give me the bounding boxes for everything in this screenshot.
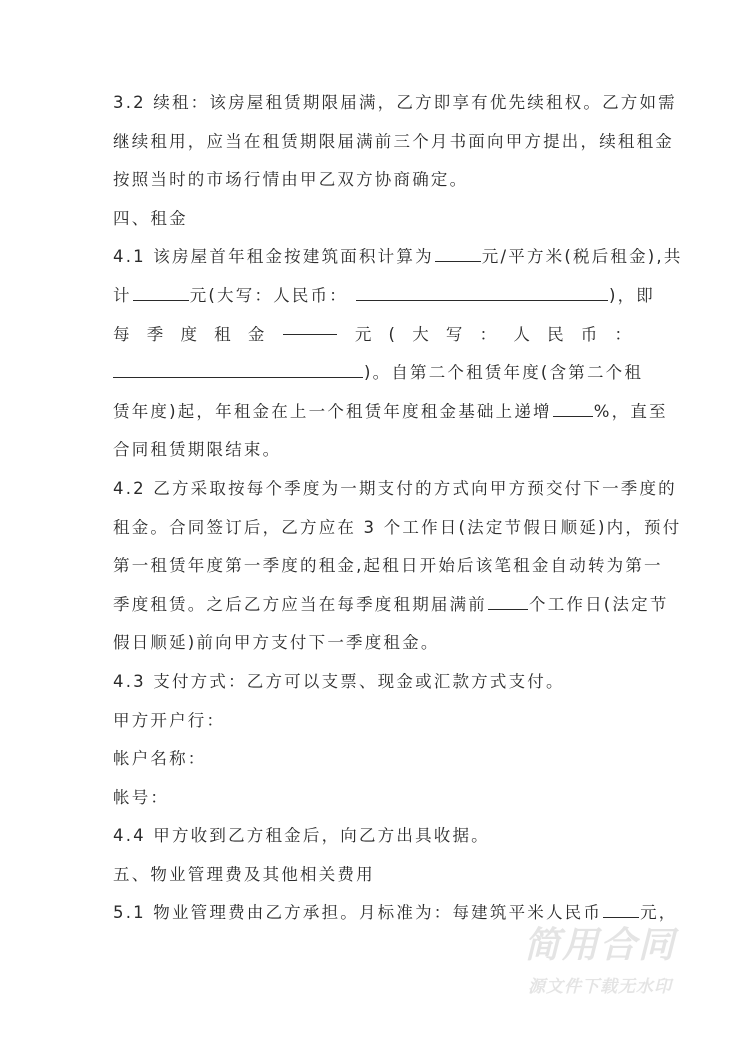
- text: 5.1 物业管理费由乙方承担。月标准为：每建筑平米人民币: [113, 903, 603, 923]
- paragraph-4-2-line-3: 第一租赁年度第一季度的租金,起租日开始后该笔租金自动转为第一: [113, 556, 663, 576]
- fill-blank-increase-percent[interactable]: [553, 399, 593, 417]
- account-name-label: 帐户名称：: [113, 749, 207, 769]
- char: (: [388, 324, 395, 344]
- paragraph-5-1-line-1: [113, 894, 678, 933]
- paragraph-4-4: 4.4 甲方收到乙方租金后，向乙方出具收据。: [113, 826, 490, 846]
- fill-blank-property-fee[interactable]: [603, 901, 639, 919]
- char: 人: [513, 324, 530, 344]
- paragraph-4-1-line-6: 合同租赁期限结束。: [113, 440, 282, 460]
- paragraph-4-3: 4.3 支付方式：乙方可以支票、现金或汇款方式支付。: [113, 671, 565, 691]
- paragraph-4-1-line-2: [113, 277, 655, 316]
- text: 计: [113, 285, 132, 305]
- char: 民: [547, 324, 564, 344]
- char: 写: [445, 324, 463, 344]
- text: 个工作日(法定节: [529, 594, 669, 614]
- watermark-brand: 简用合同: [523, 925, 676, 966]
- paragraph-4-1-line-1: [113, 238, 683, 277]
- char: 元: [354, 324, 372, 344]
- char: 季: [146, 324, 164, 344]
- char: 租: [214, 324, 231, 344]
- char: ：: [479, 324, 497, 344]
- watermark-caption: 源文件下载无水印: [528, 977, 672, 997]
- text: 季度租赁。之后乙方应当在每季度租期届满前: [113, 594, 487, 614]
- text: )。自第二个租赁年度(含第二个租: [364, 363, 644, 383]
- char: 度: [180, 324, 197, 344]
- paragraph-3-2-line-3: 按照当时的市场行情由甲乙双方协商确定。: [113, 170, 469, 190]
- text: %，直至: [593, 401, 668, 421]
- text: 元(大写：人民币：: [189, 285, 348, 305]
- paragraph-4-2-line-4: [113, 586, 669, 625]
- fill-blank-quarterly-rent[interactable]: [283, 316, 337, 335]
- paragraph-4-1-line-3: [113, 316, 631, 355]
- paragraph-3-2-line-2: 继续租用，应当在租赁期限届满前三个月书面向甲方提出，续租租金: [113, 131, 674, 151]
- paragraph-4-1-line-5: [113, 393, 668, 432]
- text: 赁年度)起，年租金在上一个租赁年度租金基础上递增: [113, 401, 552, 421]
- paragraph-4-2-line-1: 4.2 乙方采取按每个季度为一期支付的方式向甲方预交付下一季度的: [113, 478, 677, 498]
- bank-name-label: 甲方开户行：: [113, 710, 226, 730]
- text: 元/平方米(税后租金),共: [481, 247, 683, 267]
- char: 币: [580, 324, 598, 344]
- paragraph-3-2-line-1: 3.2 续租：该房屋租赁期限届满，乙方即享有优先续租权。乙方如需: [113, 93, 677, 112]
- paragraph-4-1-line-4: [113, 354, 644, 393]
- char: 金: [247, 324, 265, 344]
- section-heading-rent: 四、租金: [113, 208, 188, 228]
- paragraph-4-2-line-2: 租金。合同签订后，乙方应在 3 个工作日(法定节假日顺延)内，预付: [113, 517, 682, 537]
- char: ：: [614, 324, 631, 344]
- text: )，即: [608, 285, 655, 305]
- text: 元，: [640, 903, 678, 923]
- document-body: [113, 84, 683, 933]
- fill-blank-annual-total-capital[interactable]: [356, 283, 608, 301]
- fill-blank-price-per-sqm[interactable]: [435, 245, 481, 263]
- paragraph-4-2-line-5: 假日顺延)前向甲方支付下一季度租金。: [113, 633, 440, 653]
- char: 大: [412, 324, 429, 344]
- fill-blank-annual-total[interactable]: [133, 283, 189, 301]
- fill-blank-quarterly-rent-capital[interactable]: [113, 361, 363, 379]
- account-number-label: 帐号：: [113, 787, 170, 807]
- char: 每: [113, 324, 130, 344]
- fill-blank-working-days[interactable]: [488, 592, 528, 610]
- section-heading-property-fees: 五、物业管理费及其他相关费用: [113, 864, 375, 884]
- text: 4.1 该房屋首年租金按建筑面积计算为: [113, 247, 434, 267]
- watermark: [510, 924, 690, 1002]
